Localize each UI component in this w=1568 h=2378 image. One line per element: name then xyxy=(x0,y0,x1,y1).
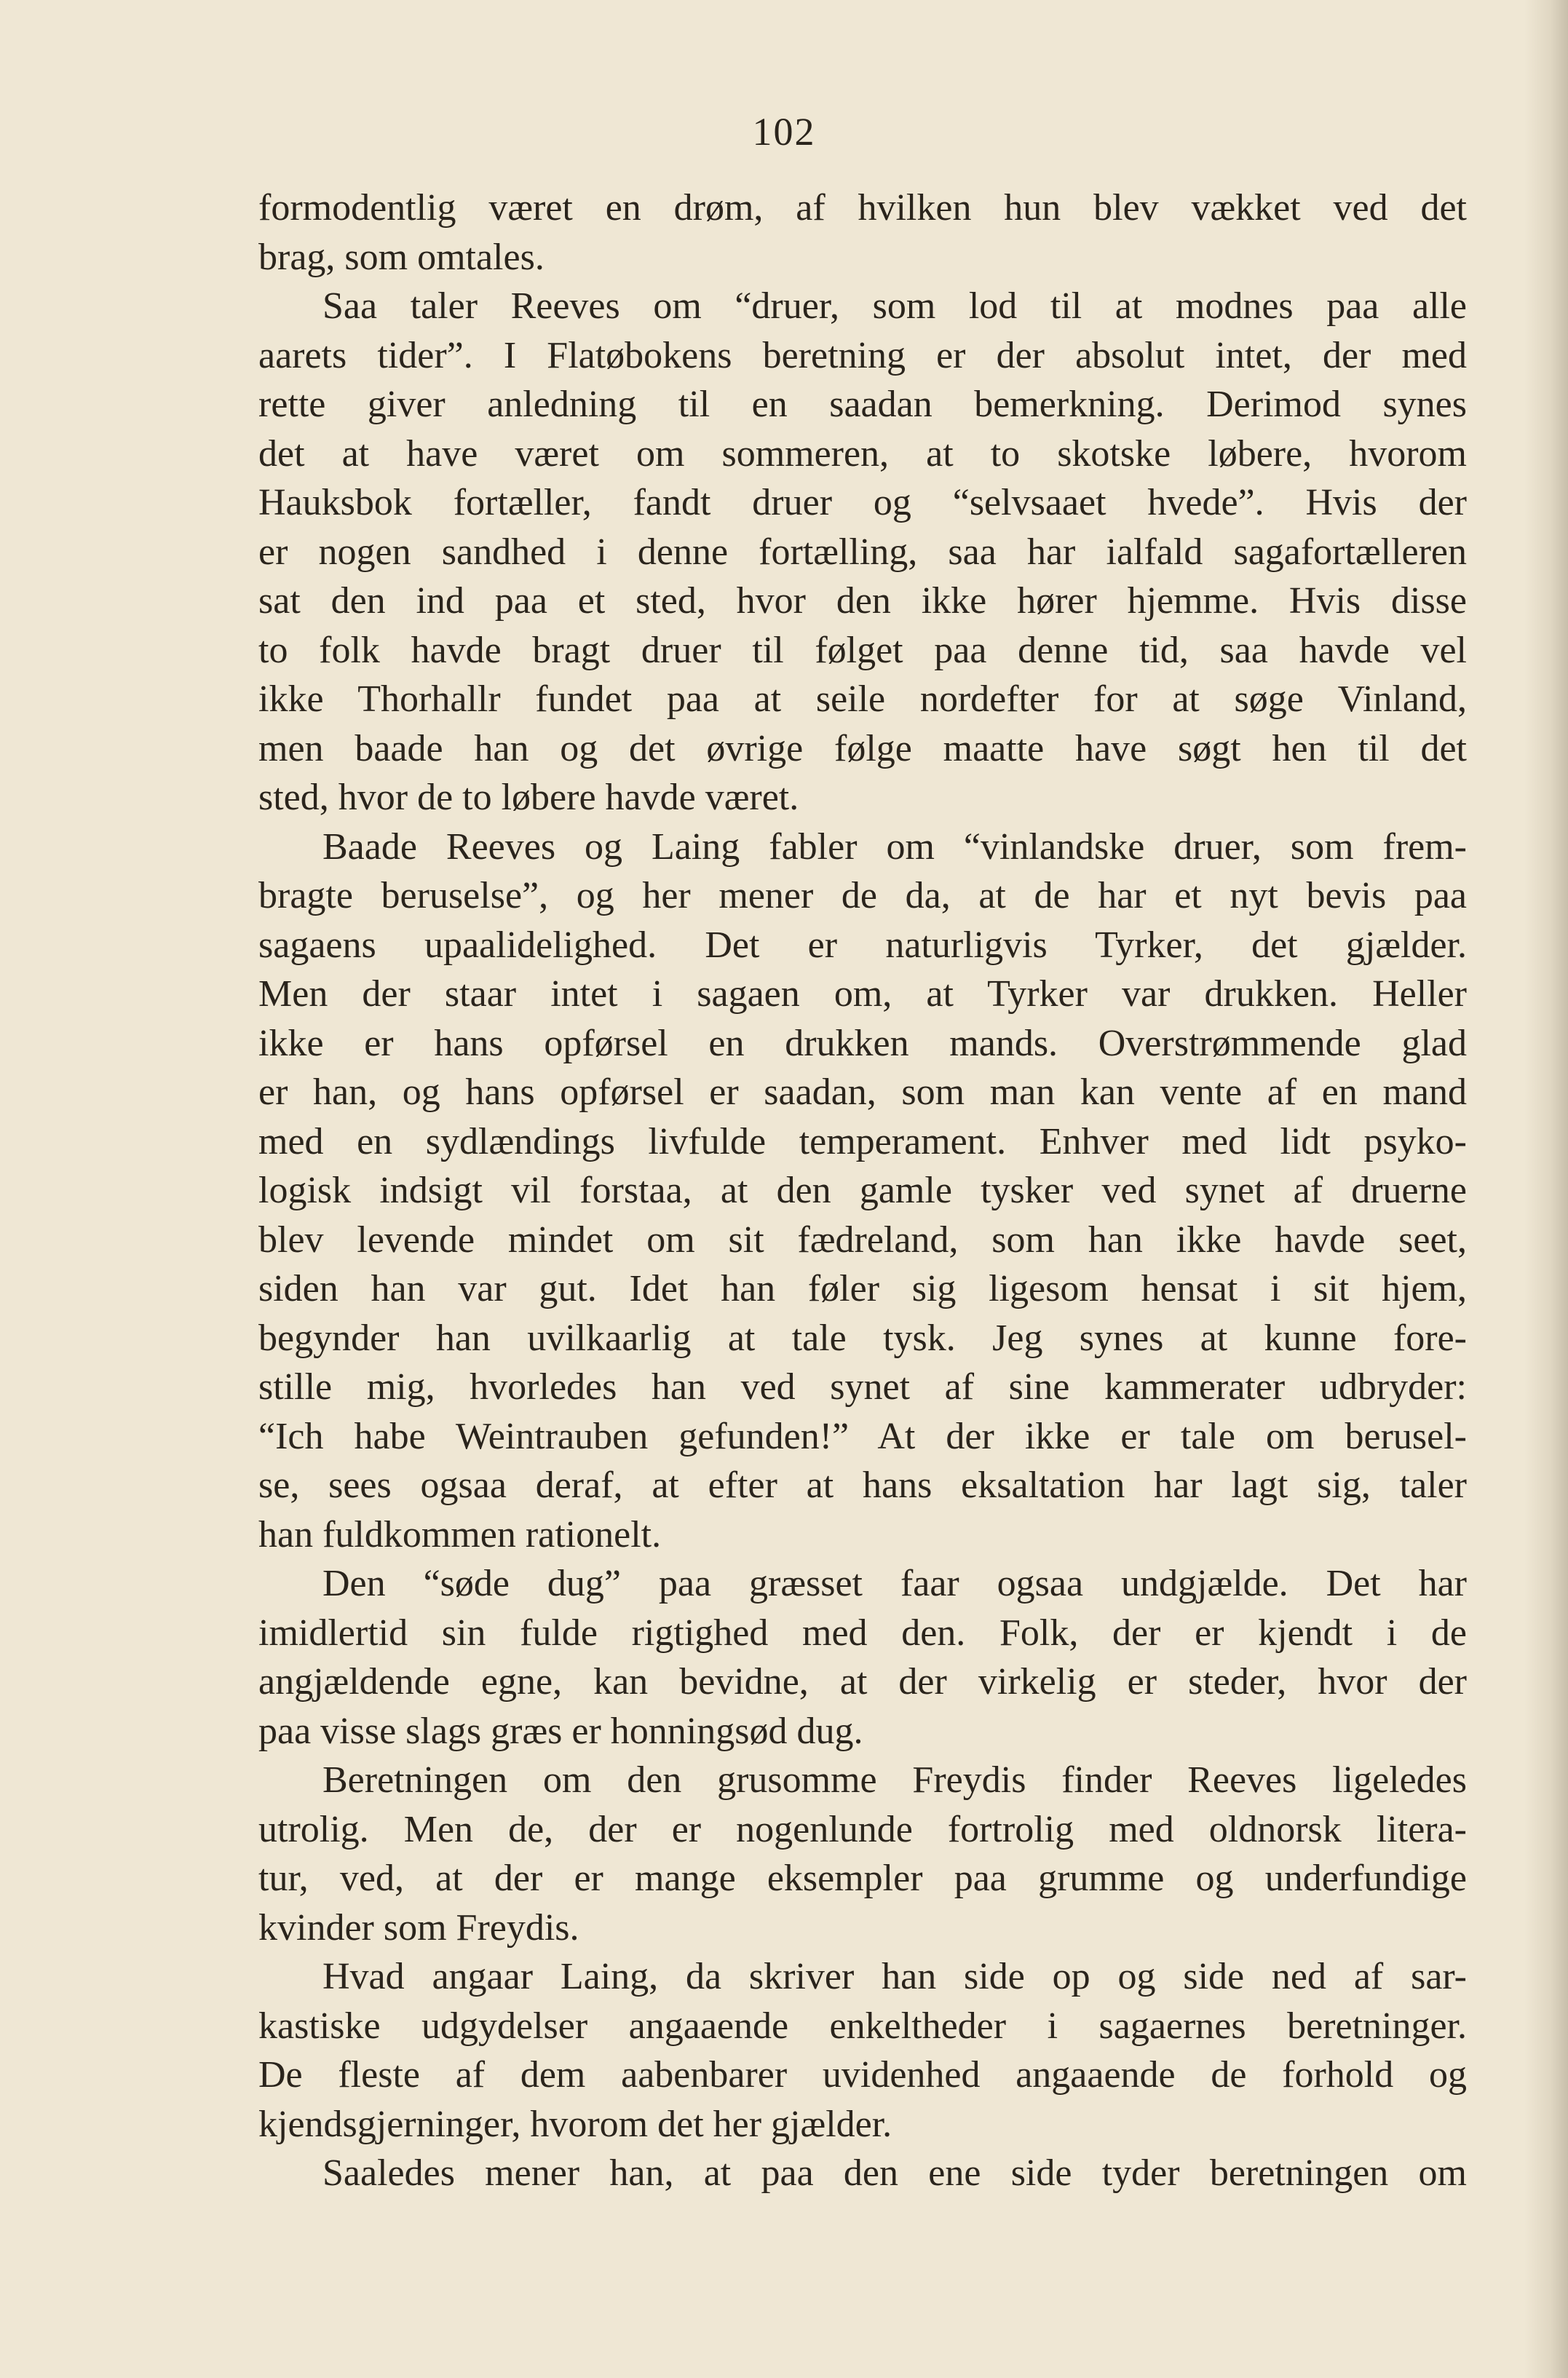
text-line: siden han var gut. Idet han føler sig ligesom hensat i sit hjem, xyxy=(258,1268,1467,1309)
text-line: sted, hvor de to løbere havde været. xyxy=(258,777,799,818)
text-line: paa visse slags græs er honningsød dug. xyxy=(258,1710,863,1752)
text-line: sagaens upaalidelighed. Det er naturligvis Tyrker, det gjælder. xyxy=(258,924,1467,966)
text-line: ikke er hans opførsel en drukken mands. Overstrømmende glad xyxy=(258,1022,1467,1064)
text-line: se, sees ogsaa deraf, at efter at hans eksaltation har lagt sig, taler xyxy=(258,1465,1467,1506)
text-line: han fuldkommen rationelt. xyxy=(258,1513,662,1555)
text-line: “Ich habe Weintrauben gefunden!” At der ikke er tale om berusel- xyxy=(258,1415,1467,1457)
text-line: stille mig, hvorledes han ved synet af sine kammerater udbryder: xyxy=(258,1366,1467,1408)
text-line: Saaledes mener han, at paa den ene side tyder beretningen om xyxy=(322,2152,1467,2194)
page-edge-shadow xyxy=(1524,0,1568,2378)
text-line: kjendsgjerninger, hvorom det her gjælder. xyxy=(258,2103,892,2145)
text-line: logisk indsigt vil forstaa, at den gamle tysker ved synet af druerne xyxy=(258,1170,1467,1211)
body-text xyxy=(258,183,1467,2198)
text-line: brag, som omtales. xyxy=(258,236,545,278)
text-line: imidlertid sin fulde rigtighed med den. Folk, der er kjendt i de xyxy=(258,1612,1467,1654)
text-line: tur, ved, at der er mange eksempler paa grumme og underfundige xyxy=(258,1858,1467,1899)
text-line: blev levende mindet om sit fædreland, som han ikke havde seet, xyxy=(258,1218,1467,1261)
text-line: Den “søde dug” paa græsset faar ogsaa undgjælde. Det har xyxy=(322,1563,1467,1604)
text-line: bragte beruselse”, og her mener de da, at de har et nyt bevis paa xyxy=(258,875,1467,916)
text-line: to folk havde bragt druer til følget paa denne tid, saa havde vel xyxy=(258,629,1467,671)
text-line: formodentlig været en drøm, af hvilken hun blev vækket ved det xyxy=(258,187,1467,229)
text-line: men baade han og det øvrige følge maatte have søgt hen til det xyxy=(258,727,1467,769)
text-line: aarets tider”. I Flatøbokens beretning er der absolut intet, der med xyxy=(258,334,1467,376)
text-line: sat den ind paa et sted, hvor den ikke hører hjemme. Hvis disse xyxy=(258,580,1467,622)
text-line: Hvad angaar Laing, da skriver han side op og side ned af sar- xyxy=(322,1956,1467,1997)
text-line: begynder han uvilkaarlig at tale tysk. Jeg synes at kunne fore- xyxy=(258,1317,1467,1359)
text-line: Men der staar intet i sagaen om, at Tyrker var drukken. Heller xyxy=(258,973,1467,1015)
text-line: Saa taler Reeves om “druer, som lod til at modnes paa alle xyxy=(322,285,1467,327)
page-number: 102 xyxy=(752,110,816,154)
text-line: Baade Reeves og Laing fabler om “vinlandske druer, som frem- xyxy=(322,825,1467,868)
text-line: er han, og hans opførsel er saadan, som man kan vente af en mand xyxy=(258,1071,1467,1113)
text-line: Hauksbok fortæller, fandt druer og “selvsaaet hvede”. Hvis der xyxy=(258,482,1467,523)
text-line: er nogen sandhed i denne fortælling, saa har ialfald sagafortælleren xyxy=(258,531,1467,573)
text-line: ikke Thorhallr fundet paa at seile nordefter for at søge Vinland, xyxy=(258,678,1467,720)
text-line: kvinder som Freydis. xyxy=(258,1906,579,1949)
text-line: med en sydlændings livfulde temperament. Enhver med lidt psyko- xyxy=(258,1120,1467,1162)
text-line: Beretningen om den grusomme Freydis finder Reeves ligeledes xyxy=(322,1759,1467,1801)
text-line: kastiske udgydelser angaaende enkeltheder i sagaernes beretninger. xyxy=(258,2005,1467,2047)
text-line: De fleste af dem aabenbarer uvidenhed angaaende de forhold og xyxy=(258,2054,1467,2096)
text-line: rette giver anledning til en saadan bemerkning. Derimod synes xyxy=(258,384,1467,425)
text-line: angjældende egne, kan bevidne, at der virkelig er steder, hvor der xyxy=(258,1661,1467,1703)
text-line: utrolig. Men de, der er nogenlunde fortrolig med oldnorsk litera- xyxy=(258,1808,1467,1850)
text-line: det at have været om sommeren, at to skotske løbere, hvorom xyxy=(258,432,1467,475)
